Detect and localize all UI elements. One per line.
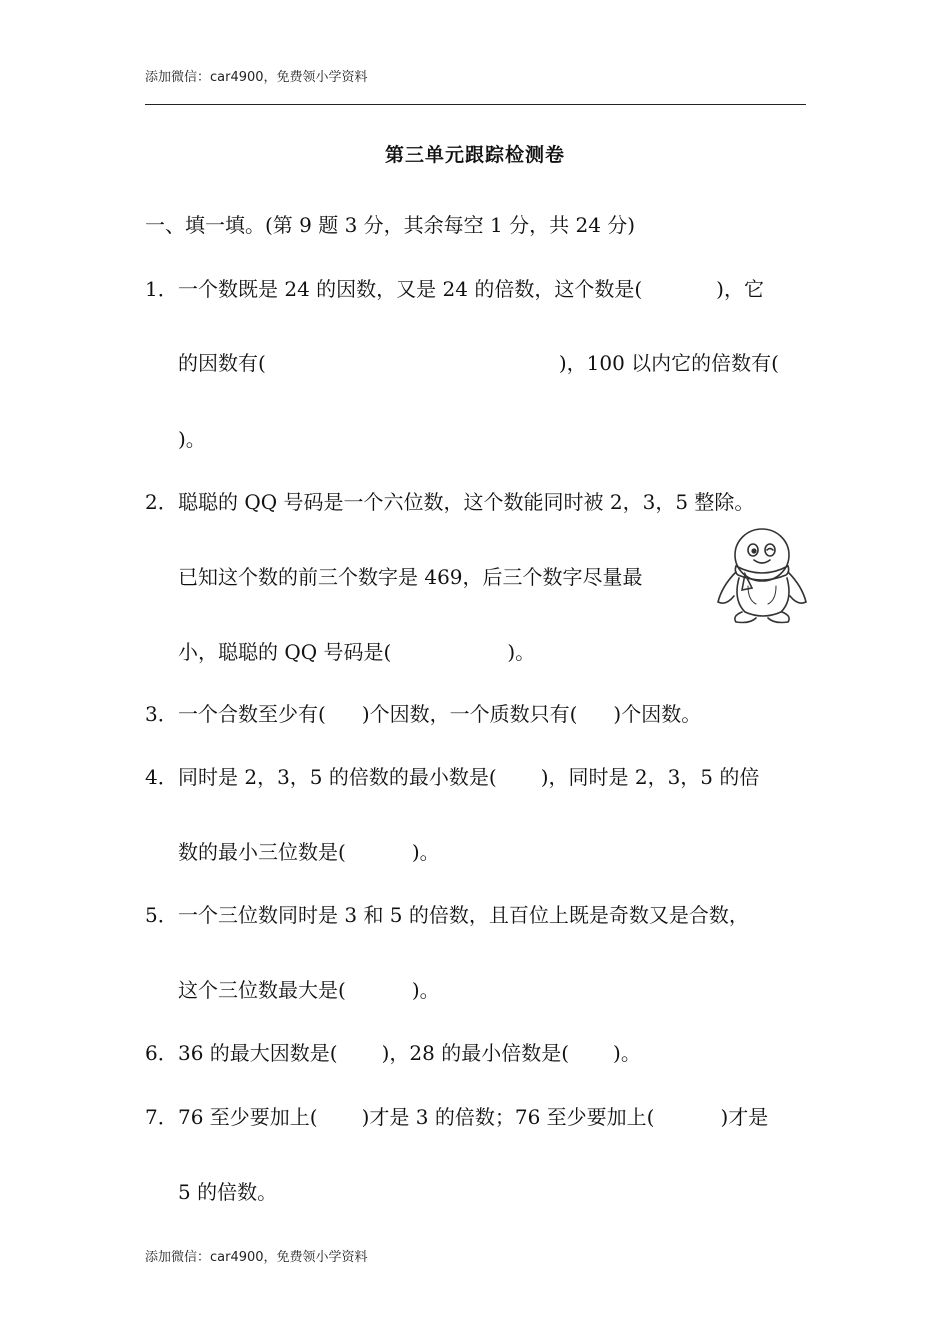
question-5-line-2: 这个三位数最大是( )。 xyxy=(178,978,440,1002)
qq-penguin-icon xyxy=(712,520,812,626)
question-number: 6． xyxy=(145,1041,178,1065)
question-2-line-1: 聪聪的 QQ 号码是一个六位数，这个数能同时被 2，3，5 整除。 xyxy=(178,490,755,514)
section-heading: 一、填一填。(第 9 题 3 分，其余每空 1 分，共 24 分) xyxy=(145,213,636,237)
question-7-line-2: 5 的倍数。 xyxy=(178,1180,278,1204)
question-number: 4． xyxy=(145,765,178,789)
page-footer-note: 添加微信：car4900，免费领小学资料 xyxy=(145,1250,368,1265)
page-title: 第三单元跟踪检测卷 xyxy=(384,144,565,166)
question-1-line-2: 的因数有( )，100 以内它的倍数有( xyxy=(178,351,779,375)
question-3: 一个合数至少有( )个因数，一个质数只有( )个因数。 xyxy=(178,702,702,726)
question-number: 7． xyxy=(145,1105,178,1129)
question-6: 36 的最大因数是( )，28 的最小倍数是( )。 xyxy=(178,1041,641,1065)
question-5-line-1: 一个三位数同时是 3 和 5 的倍数，且百位上既是奇数又是合数， xyxy=(178,903,749,927)
question-7-line-1: 76 至少要加上( )才是 3 的倍数；76 至少要加上( )才是 xyxy=(178,1105,769,1129)
question-number: 1． xyxy=(145,277,178,301)
question-number: 2． xyxy=(145,490,178,514)
question-2-line-2: 已知这个数的前三个数字是 469，后三个数字尽量最 xyxy=(178,565,643,589)
question-2-line-3: 小，聪聪的 QQ 号码是( )。 xyxy=(178,640,536,664)
page-header-note: 添加微信：car4900，免费领小学资料 xyxy=(145,70,368,85)
question-1-line-1: 一个数既是 24 的因数，又是 24 的倍数，这个数是( )，它 xyxy=(178,277,764,301)
question-number: 3． xyxy=(145,702,178,726)
question-number: 5． xyxy=(145,903,178,927)
question-4-line-2: 数的最小三位数是( )。 xyxy=(178,840,440,864)
question-1-line-3: )。 xyxy=(178,427,206,451)
question-4-line-1: 同时是 2，3，5 的倍数的最小数是( )，同时是 2，3，5 的倍 xyxy=(178,765,760,789)
header-divider xyxy=(145,104,806,105)
